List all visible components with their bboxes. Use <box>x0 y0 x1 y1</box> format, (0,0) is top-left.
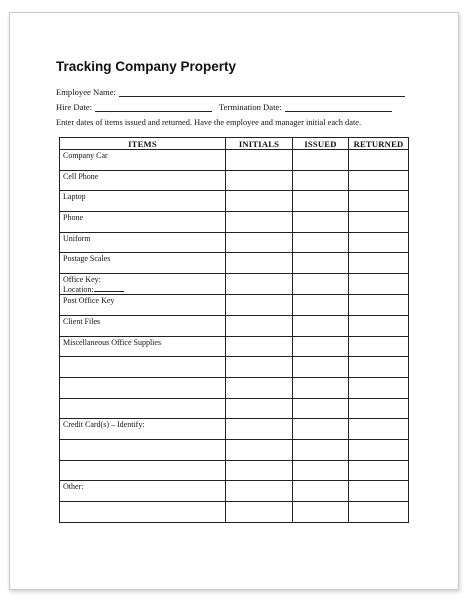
returned-cell[interactable] <box>349 398 409 419</box>
initials-cell[interactable] <box>226 170 293 191</box>
initials-cell[interactable] <box>226 150 293 171</box>
item-cell[interactable] <box>60 170 226 191</box>
issued-cell[interactable] <box>293 481 349 502</box>
returned-cell[interactable] <box>349 232 409 253</box>
table-row <box>60 150 409 171</box>
item-cell[interactable] <box>60 212 226 233</box>
issued-cell[interactable] <box>293 502 349 523</box>
issued-cell[interactable] <box>293 377 349 398</box>
header-returned: RETURNED <box>349 138 409 150</box>
returned-cell[interactable] <box>349 253 409 274</box>
item-cell[interactable] <box>60 274 226 295</box>
initials-cell[interactable] <box>226 377 293 398</box>
returned-cell[interactable] <box>349 191 409 212</box>
issued-cell[interactable] <box>293 460 349 481</box>
table-row <box>60 481 409 502</box>
item-label: Cell Phone <box>63 171 99 181</box>
table-row <box>60 502 409 523</box>
table-row <box>60 460 409 481</box>
item-cell[interactable] <box>60 377 226 398</box>
item-label: Company Car <box>63 151 108 160</box>
initials-cell[interactable] <box>226 439 293 460</box>
item-label: Post Office Key <box>63 296 115 306</box>
returned-cell[interactable] <box>349 419 409 440</box>
item-cell[interactable] <box>60 398 226 419</box>
table-row <box>60 232 409 253</box>
returned-cell[interactable] <box>349 170 409 191</box>
table-row <box>60 398 409 419</box>
item-cell[interactable] <box>60 439 226 460</box>
initials-cell[interactable] <box>226 295 293 316</box>
initials-cell[interactable] <box>226 460 293 481</box>
employee-name-label: Employee Name: <box>56 87 116 97</box>
table-row <box>60 357 409 378</box>
initials-cell[interactable] <box>226 212 293 233</box>
issued-cell[interactable] <box>293 357 349 378</box>
issued-cell[interactable] <box>293 232 349 253</box>
returned-cell[interactable] <box>349 377 409 398</box>
instructions-text: Enter dates of items issued and returned. Have the employee and manager initial each date. <box>56 118 362 127</box>
initials-cell[interactable] <box>226 253 293 274</box>
initials-cell[interactable] <box>226 419 293 440</box>
item-label: Other: <box>63 482 84 492</box>
location-label: Location: <box>63 285 94 295</box>
issued-cell[interactable] <box>293 295 349 316</box>
returned-cell[interactable] <box>349 315 409 336</box>
item-cell[interactable] <box>60 315 226 336</box>
item-label: Postage Scales <box>63 254 111 264</box>
issued-cell[interactable] <box>293 336 349 357</box>
termination-date-label: Termination Date: <box>219 102 282 112</box>
header-issued: ISSUED <box>293 138 349 150</box>
table-row <box>60 439 409 460</box>
returned-cell[interactable] <box>349 336 409 357</box>
item-cell[interactable] <box>60 232 226 253</box>
table-row <box>60 274 409 295</box>
table-row <box>60 377 409 398</box>
table-row <box>60 253 409 274</box>
header-items: ITEMS <box>60 138 226 150</box>
item-cell[interactable] <box>60 460 226 481</box>
item-cell[interactable] <box>60 295 226 316</box>
initials-cell[interactable] <box>226 274 293 295</box>
form-title: Tracking Company Property <box>56 59 237 74</box>
hire-date-label: Hire Date: <box>56 102 93 112</box>
item-cell[interactable] <box>60 357 226 378</box>
table-row <box>60 212 409 233</box>
hire-date-field[interactable] <box>95 103 212 112</box>
returned-cell[interactable] <box>349 439 409 460</box>
initials-cell[interactable] <box>226 481 293 502</box>
item-label: Credit Card(s) – Identify: <box>63 420 145 430</box>
dates-row <box>56 102 392 112</box>
issued-cell[interactable] <box>293 191 349 212</box>
item-label: Office Key: <box>63 275 101 285</box>
item-label: Phone <box>63 213 83 223</box>
returned-cell[interactable] <box>349 295 409 316</box>
table-row <box>60 170 409 191</box>
table-row <box>60 419 409 440</box>
initials-cell[interactable] <box>226 191 293 212</box>
returned-cell[interactable] <box>349 212 409 233</box>
issued-cell[interactable] <box>293 170 349 191</box>
item-label: Client Files <box>63 316 101 326</box>
returned-cell[interactable] <box>349 460 409 481</box>
item-label: Miscellaneous Office Supplies <box>63 337 162 347</box>
issued-cell[interactable] <box>293 315 349 336</box>
initials-cell[interactable] <box>226 398 293 419</box>
issued-cell[interactable] <box>293 419 349 440</box>
header-initials: INITIALS <box>226 138 293 150</box>
issued-cell[interactable] <box>293 150 349 171</box>
location-field[interactable] <box>94 284 124 292</box>
returned-cell[interactable] <box>349 481 409 502</box>
item-cell[interactable] <box>60 253 226 274</box>
initials-cell[interactable] <box>226 336 293 357</box>
initials-cell[interactable] <box>226 315 293 336</box>
office-key-location <box>63 284 222 294</box>
item-cell[interactable] <box>60 150 226 171</box>
returned-cell[interactable] <box>349 274 409 295</box>
issued-cell[interactable] <box>293 398 349 419</box>
item-cell[interactable] <box>60 502 226 523</box>
employee-name-field[interactable] <box>119 88 405 97</box>
table-row <box>60 295 409 316</box>
initials-cell[interactable] <box>226 502 293 523</box>
termination-date-field[interactable] <box>285 103 392 112</box>
table-row <box>60 315 409 336</box>
table-row <box>60 191 409 212</box>
item-cell[interactable] <box>60 336 226 357</box>
issued-cell[interactable] <box>293 253 349 274</box>
item-cell[interactable] <box>60 191 226 212</box>
table-row <box>60 336 409 357</box>
returned-cell[interactable] <box>349 502 409 523</box>
item-label: Uniform <box>63 233 91 243</box>
issued-cell[interactable] <box>293 439 349 460</box>
property-table <box>59 137 409 523</box>
item-cell[interactable] <box>60 419 226 440</box>
table-header-row <box>60 138 409 150</box>
returned-cell[interactable] <box>349 150 409 171</box>
issued-cell[interactable] <box>293 212 349 233</box>
returned-cell[interactable] <box>349 357 409 378</box>
initials-cell[interactable] <box>226 232 293 253</box>
item-label: Laptop <box>63 192 86 202</box>
initials-cell[interactable] <box>226 357 293 378</box>
employee-name-row <box>56 87 405 97</box>
item-cell[interactable] <box>60 481 226 502</box>
issued-cell[interactable] <box>293 274 349 295</box>
